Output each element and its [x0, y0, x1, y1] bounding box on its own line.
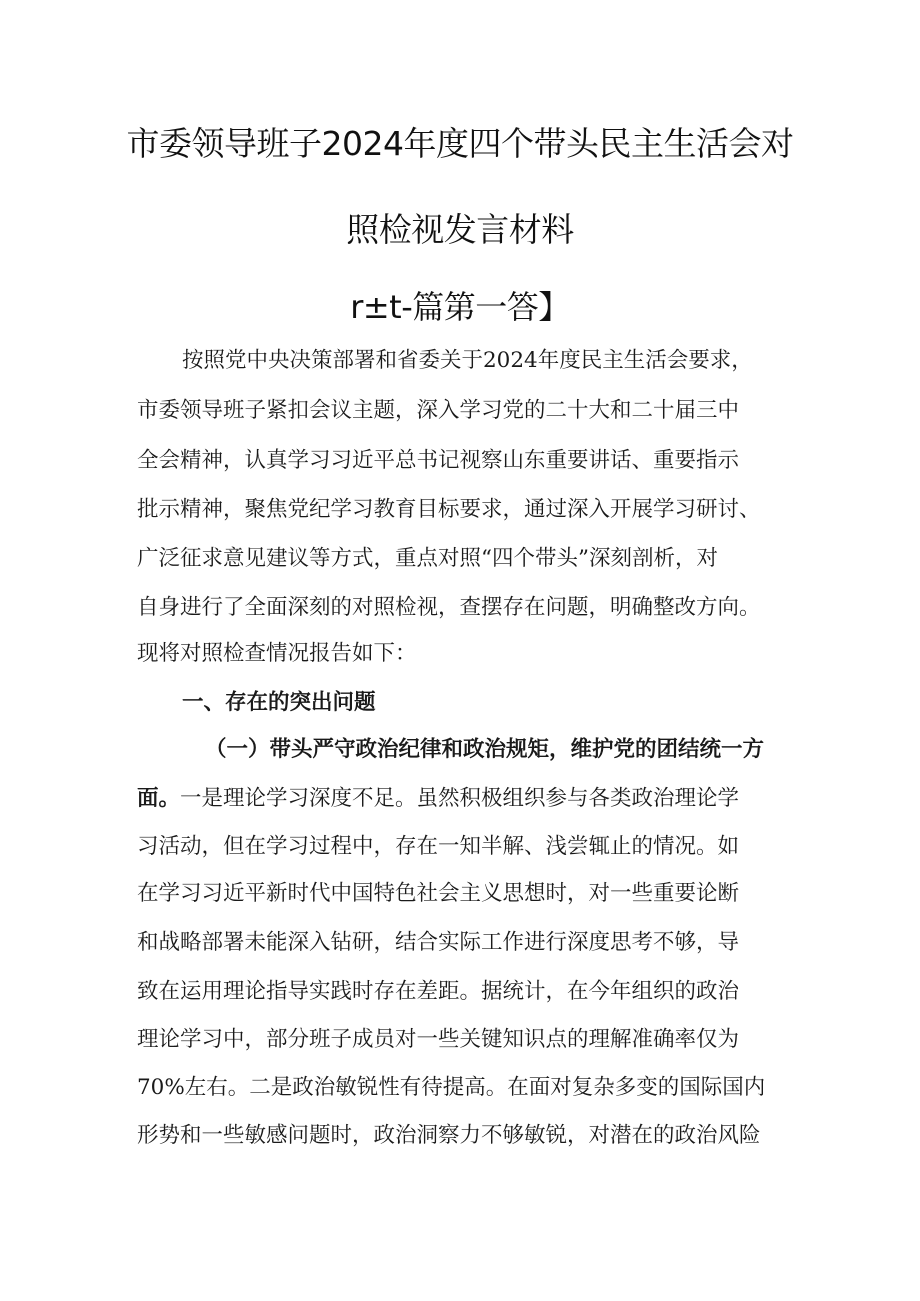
paragraph-2-line-1-text: 一是理论学习深度不足。虽然积极组织参与各类政治理论学 — [180, 786, 740, 811]
document-title-line-2: 照检视发言材料 — [346, 210, 574, 249]
paragraph-2-line-6: 理论学习中，部分班子成员对一些关键知识点的理解准确率仅为 — [137, 1027, 740, 1052]
paragraph-2-line-3: 在学习习近平新时代中国特色社会主义思想时，对一些重要论断 — [137, 881, 740, 906]
document-subtitle: r±t-篇第一答】 — [350, 288, 570, 326]
paragraph-2-line-1 — [137, 784, 797, 814]
section-1-heading: 一、存在的突出问题 — [182, 690, 376, 715]
paragraph-2-line-5: 致在运用理论指导实践时存在差距。据统计，在今年组织的政治 — [137, 979, 740, 1004]
paragraph-1-line-7: 现将对照检查情况报告如下： — [137, 641, 417, 666]
paragraph-2-line-8: 形势和一些敏感问题时，政治洞察力不够敏锐，对潜在的政治风险 — [137, 1123, 761, 1148]
paragraph-1-line-2: 市委领导班子紧扣会议主题，深入学习党的二十大和二十届三中 — [137, 398, 740, 423]
subsection-1-heading-end: 面。 — [137, 786, 181, 811]
paragraph-1-line-1: 按照党中央决策部署和省委关于2024年度民主生活会要求， — [182, 348, 753, 373]
paragraph-1-line-6: 自身进行了全面深刻的对照检视，查摆存在问题，明确整改方向。 — [137, 595, 761, 620]
paragraph-1-line-4: 批示精神，聚焦党纪学习教育目标要求，通过深入开展学习研讨、 — [137, 497, 761, 522]
paragraph-1-line-5: 广泛征求意见建议等方式，重点对照“四个带头”深刻剖析，对 — [137, 546, 718, 571]
paragraph-2-line-4: 和战略部署未能深入钻研，结合实际工作进行深度思考不够，导 — [137, 930, 740, 955]
paragraph-2-line-2: 习活动，但在学习过程中，存在一知半解、浅尝辄止的情况。如 — [137, 834, 740, 859]
paragraph-2-line-7: 70%左右。二是政治敏锐性有待提高。在面对复杂多变的国际国内 — [137, 1075, 766, 1100]
document-title-line-1: 市委领导班子2024年度四个带头民主生活会对 — [126, 124, 794, 163]
paragraph-1-line-3: 全会精神，认真学习习近平总书记视察山东重要讲话、重要指示 — [137, 448, 740, 473]
subsection-1-heading: （一）带头严守政治纪律和政治规矩，维护党的团结统一方 — [205, 737, 765, 762]
